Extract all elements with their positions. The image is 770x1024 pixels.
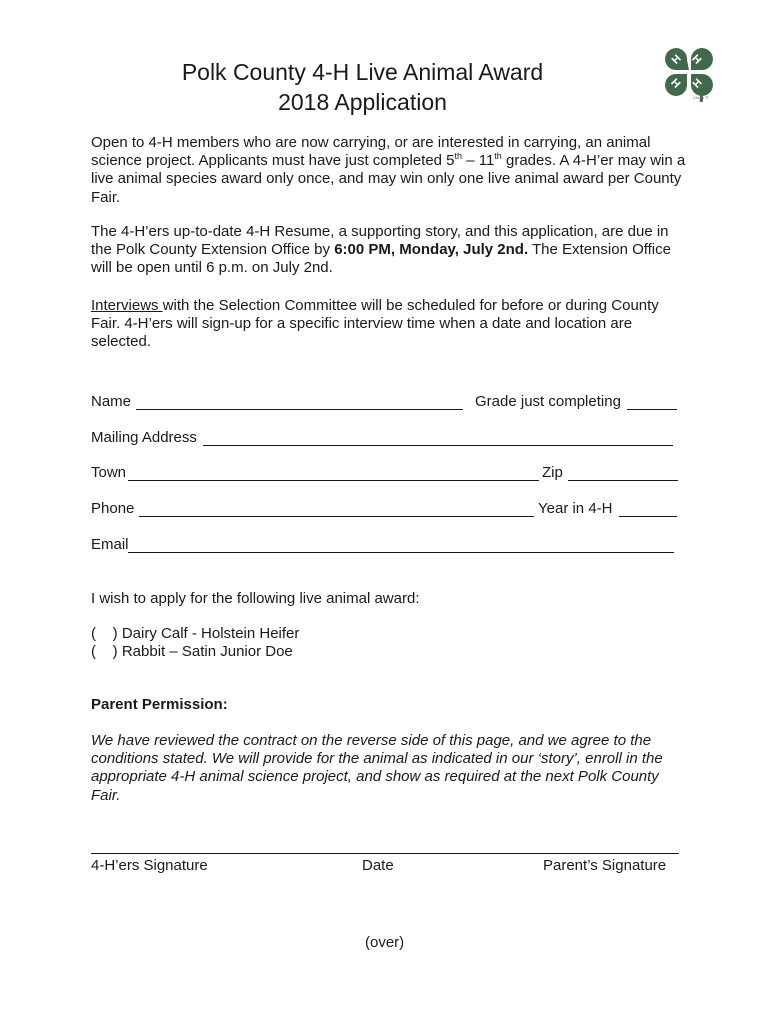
zip-label: Zip xyxy=(542,464,563,481)
name-field[interactable] xyxy=(136,409,463,410)
deadline-text: 6:00 PM, Monday, July 2nd. xyxy=(334,241,529,259)
mailing-address-label: Mailing Address xyxy=(91,429,197,446)
parent-signature-label: Parent’s Signature xyxy=(543,857,667,874)
date-label: Date xyxy=(362,857,394,874)
grade-field[interactable] xyxy=(627,409,677,410)
phone-field[interactable] xyxy=(139,516,534,517)
mailing-address-field[interactable] xyxy=(203,445,673,446)
award-option-dairy-calf[interactable]: ( ) Dairy Calf - Holstein Heifer xyxy=(91,625,300,642)
name-label: Name xyxy=(91,393,132,410)
grade-label: Grade just completing xyxy=(475,393,621,410)
email-field[interactable] xyxy=(128,552,674,553)
interviews-paragraph: Interviews with the Selection Committee will be scheduled for before or during County Fair. 4-H’ers will sign-up for a specific interview time when a date and location are selected. xyxy=(91,297,659,351)
deadline-paragraph: The 4-H’ers up-to-date 4-H Resume, a supporting story, and this application, are due in the Polk County Extension Office by 6:00 PM, Monday, July 2nd. The Extension Office will be open until 6 p.m. on July 2nd. xyxy=(91,223,671,277)
signature-line[interactable] xyxy=(91,853,679,854)
parent-permission-text: We have reviewed the contract on the reverse side of this page, and we agree to the conditions stated. We will provide for the animal as indicated in our ‘story’, enroll in the appropriate 4-H animal science project, and show as required at the next Polk County Fair. xyxy=(91,732,663,804)
checkbox-rabbit[interactable]: ( ) xyxy=(91,643,118,660)
four-h-clover-icon xyxy=(657,40,721,104)
zip-field[interactable] xyxy=(568,480,678,481)
member-signature-label: 4-H’ers Signature xyxy=(91,857,208,874)
year-in-4h-field[interactable] xyxy=(619,516,677,517)
page-title: Polk County 4-H Live Animal Award xyxy=(181,59,544,85)
town-field[interactable] xyxy=(128,480,539,481)
checkbox-dairy-calf[interactable]: ( ) xyxy=(91,625,118,642)
svg-text:H: H xyxy=(690,76,705,91)
email-label: Email xyxy=(91,536,129,553)
logo-mark: Clover ® xyxy=(693,95,709,100)
award-option-rabbit[interactable]: ( ) Rabbit – Satin Junior Doe xyxy=(91,643,293,660)
town-label: Town xyxy=(91,464,127,481)
award-prompt: I wish to apply for the following live animal award: xyxy=(91,590,420,607)
svg-text:H: H xyxy=(669,52,684,67)
over-note: (over) xyxy=(365,934,405,951)
svg-text:H: H xyxy=(668,76,683,91)
year-in-4h-label: Year in 4-H xyxy=(538,500,613,517)
parent-permission-heading: Parent Permission: xyxy=(91,696,228,713)
eligibility-paragraph: Open to 4-H members who are now carrying, or are interested in carrying, an animal science project. Applicants must have just completed 5th – 11th grades. A 4-H’er may win a live animal species award only once, and may win only one live animal award per County Fair. xyxy=(91,134,686,206)
phone-label: Phone xyxy=(91,500,135,517)
page-subtitle: 2018 Application xyxy=(278,89,447,115)
svg-text:H: H xyxy=(689,52,704,67)
